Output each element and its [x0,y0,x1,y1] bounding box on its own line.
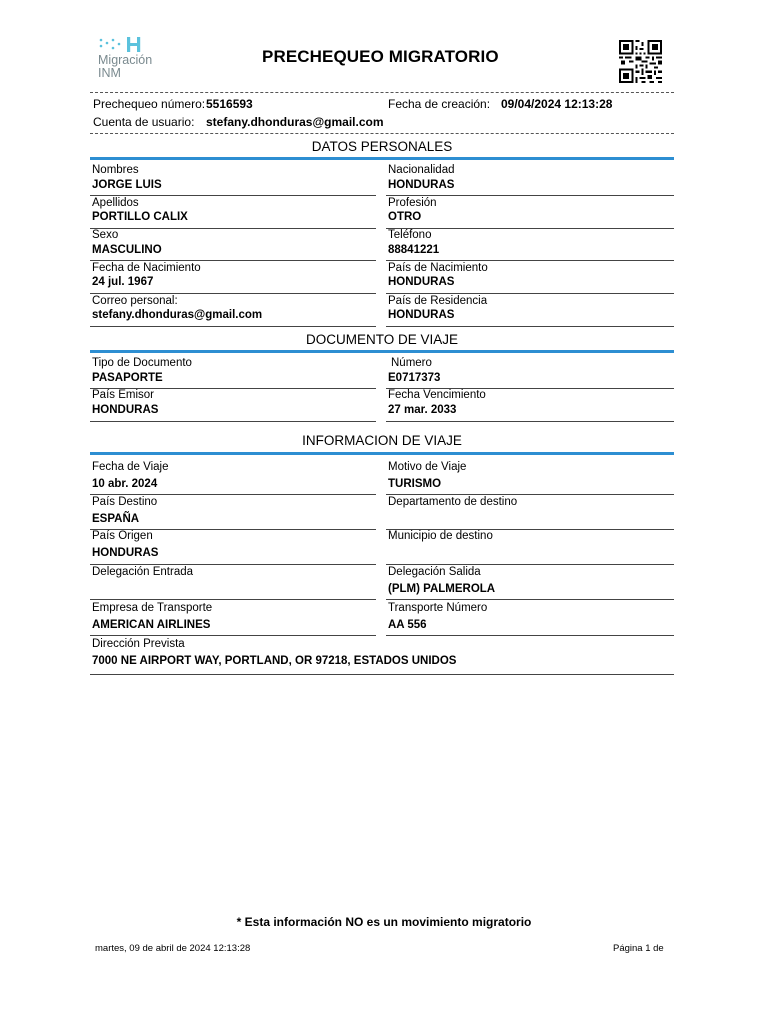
field-underline [90,260,376,261]
field-underline [386,293,674,294]
field-label-sexo: Sexo [92,229,119,241]
field-underline [90,195,376,196]
field-underline [386,421,674,422]
field-underline [386,564,674,565]
section-bar [90,452,674,455]
field-value-fecha-nacimiento: 24 jul. 1967 [92,276,154,288]
field-underline [386,195,674,196]
field-underline [90,293,376,294]
prechequeo-number-value: 5516593 [206,97,253,111]
field-label-direccion-prevista: Dirección Prevista [92,638,185,650]
user-account-label: Cuenta de usuario: [93,115,195,129]
creation-date-label: Fecha de creación: [388,97,491,111]
field-label-municipio-destino: Municipio de destino [388,530,493,542]
field-label-pais-residencia: País de Residencia [388,295,488,307]
creation-date-value: 09/04/2024 12:13:28 [501,97,613,111]
field-label-pais-emisor: País Emisor [92,389,154,401]
field-value-tipo-documento: PASAPORTE [92,372,163,384]
print-date: martes, 09 de abril de 2024 12:13:28 [95,943,251,954]
section-title-travel: INFORMACION DE VIAJE [302,433,462,448]
field-value-delegacion-salida: (PLM) PALMEROLA [388,583,496,595]
field-label-delegacion-salida: Delegación Salida [388,566,481,578]
logo-text [98,54,152,80]
field-value-fecha-viaje: 10 abr. 2024 [92,478,158,490]
field-label-tipo-documento: Tipo de Documento [92,357,192,369]
disclaimer-note: * Esta información NO es un movimiento migratorio [236,915,532,929]
field-label-nombres: Nombres [92,164,139,176]
qr-code-icon [619,40,662,83]
field-label-fecha-nacimiento: Fecha de Nacimiento [92,262,201,274]
logo-line-2: INM [98,66,121,80]
field-value-pais-residencia: HONDURAS [388,309,455,321]
field-label-delegacion-entrada: Delegación Entrada [92,566,194,578]
field-value-empresa-transporte: AMERICAN AIRLINES [92,619,211,631]
field-underline [386,635,674,636]
field-value-transporte-numero: AA 556 [388,619,427,631]
field-value-pais-nacimiento: HONDURAS [388,276,455,288]
field-label-motivo-viaje: Motivo de Viaje [388,461,467,473]
field-value-fecha-vencimiento: 27 mar. 2033 [388,404,457,416]
field-label-correo: Correo personal: [92,295,178,307]
field-value-direccion-prevista: 7000 NE AIRPORT WAY, PORTLAND, OR 97218, ESTADOS UNIDOS [92,655,457,667]
field-value-correo: stefany.dhonduras@gmail.com [92,309,263,321]
field-value-nombres: JORGE LUIS [92,179,162,191]
field-value-apellidos: PORTILLO CALIX [92,211,188,223]
dashed-divider [90,133,674,134]
dashed-divider [90,92,674,93]
field-label-profesion: Profesión [388,197,437,209]
field-label-empresa-transporte: Empresa de Transporte [92,602,213,614]
field-value-numero: E0717373 [388,372,441,384]
field-underline [90,674,674,675]
field-value-pais-emisor: HONDURAS [92,404,159,416]
field-label-pais-nacimiento: País de Nacimiento [388,262,488,274]
section-bar [90,157,674,160]
field-underline [386,494,674,495]
field-value-sexo: MASCULINO [92,244,162,256]
section-title-document: DOCUMENTO DE VIAJE [305,332,459,347]
field-underline [90,564,376,565]
field-underline [90,494,376,495]
field-label-nacionalidad: Nacionalidad [388,164,455,176]
field-label-telefono: Teléfono [388,229,432,241]
field-underline [386,326,674,327]
field-underline [386,260,674,261]
page-number: Página 1 de [613,943,664,954]
section-title-personal: DATOS PERSONALES [311,139,453,154]
field-label-pais-origen: País Origen [92,530,153,542]
field-label-apellidos: Apellidos [92,197,139,209]
field-underline [386,599,674,600]
field-label-fecha-viaje: Fecha de Viaje [92,461,169,473]
field-value-pais-destino: ESPAÑA [92,513,140,525]
field-value-motivo-viaje: TURISMO [388,478,442,490]
field-underline [90,599,376,600]
field-label-fecha-vencimiento: Fecha Vencimiento [388,389,486,401]
field-underline [90,421,376,422]
migracion-logo-mark-icon [98,36,148,54]
logo-line-1: Migración [98,53,153,67]
field-label-pais-destino: País Destino [92,496,158,508]
field-underline [90,635,376,636]
field-value-nacionalidad: HONDURAS [388,179,455,191]
field-value-pais-origen: HONDURAS [92,547,159,559]
field-underline [90,326,376,327]
field-label-numero: Número [391,357,432,369]
section-bar [90,350,674,353]
inm-logo [98,36,168,88]
field-label-departamento-destino: Departamento de destino [388,496,518,508]
user-account-value: stefany.dhonduras@gmail.com [206,115,384,129]
prechequeo-number-label: Prechequeo número: [93,97,206,111]
page-title: PRECHEQUEO MIGRATORIO [262,47,499,66]
field-label-transporte-numero: Transporte Número [388,602,488,614]
field-value-profesion: OTRO [388,211,422,223]
field-value-telefono: 88841221 [388,244,440,256]
field-underline [90,228,376,229]
